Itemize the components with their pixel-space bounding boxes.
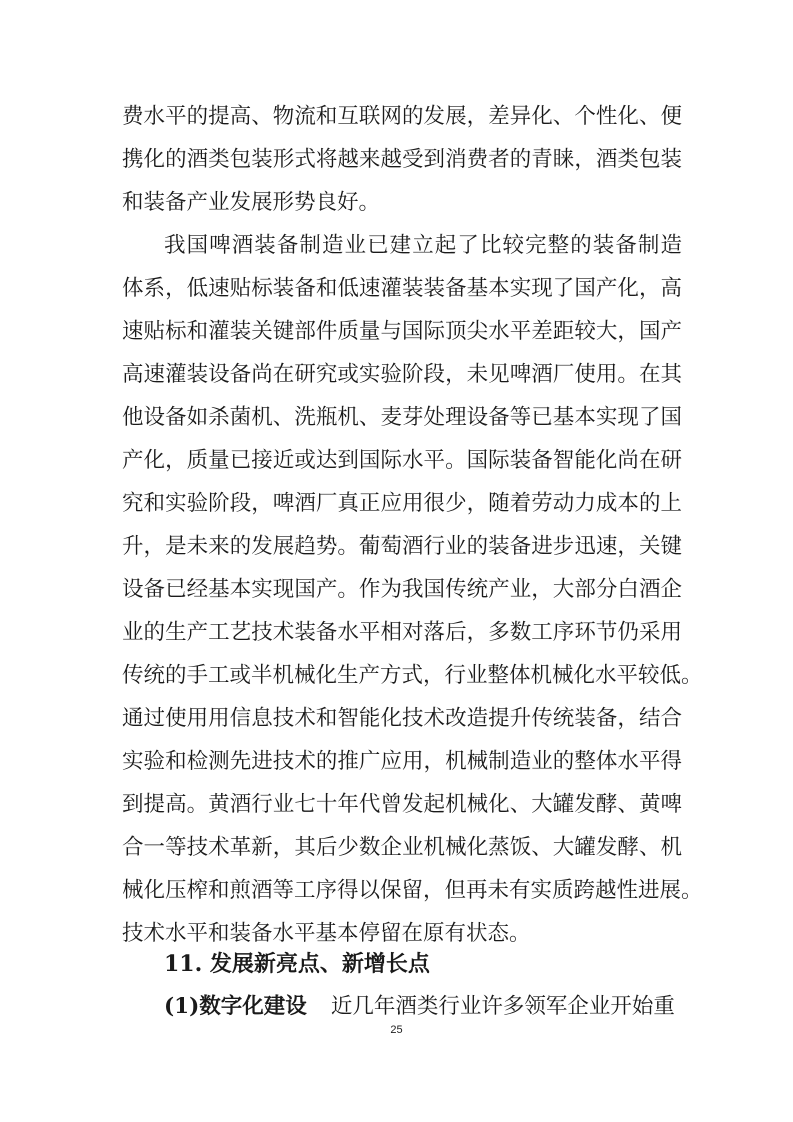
paragraph-line: 实验和检测先进技术的推广应用，机械制造业的整体水平得 xyxy=(122,749,682,774)
section-heading: 11. 发展新亮点、新增长点 xyxy=(164,951,430,977)
paragraph-line: 设备已经基本实现国产。作为我国传统产业，大部分白酒企 xyxy=(122,577,682,602)
paragraph-line: 高速灌装设备尚在研究或实验阶段，未见啤酒厂使用。在其 xyxy=(122,362,682,387)
paragraph-line: 械化压榨和煎酒等工序得以保留，但再未有实质跨越性进展。 xyxy=(122,878,703,903)
paragraph-line: 携化的酒类包装形式将越来越受到消费者的青睐，酒类包装 xyxy=(122,147,682,172)
paragraph-line: 和装备产业发展形势良好。 xyxy=(122,190,381,215)
paragraph-line: 速贴标和灌装关键部件质量与国际顶尖水平差距较大，国产 xyxy=(122,319,682,344)
paragraph-line: 技术水平和装备水平基本停留在原有状态。 xyxy=(122,921,531,946)
paragraph-line: 合一等技术革新，其后少数企业机械化蒸饭、大罐发酵、机 xyxy=(122,835,682,860)
paragraph-line: 产化，质量已接近或达到国际水平。国际装备智能化尚在研 xyxy=(122,448,682,473)
paragraph-line: 升，是未来的发展趋势。葡萄酒行业的装备进步迅速，关键 xyxy=(122,534,682,559)
page-number: 25 xyxy=(390,1024,403,1036)
paragraph-line: 通过使用用信息技术和智能化技术改造提升传统装备，结合 xyxy=(122,706,682,731)
paragraph-line: 业的生产工艺技术装备水平相对落后，多数工序环节仍采用 xyxy=(122,620,682,645)
subsection-title: (1)数字化建设 xyxy=(164,994,307,1019)
subsection-text: 近几年酒类行业许多领军企业开始重 xyxy=(330,994,675,1019)
paragraph-line: 传统的手工或半机械化生产方式，行业整体机械化水平较低。 xyxy=(122,663,703,688)
paragraph-line: 费水平的提高、物流和互联网的发展，差异化、个性化、便 xyxy=(122,104,682,129)
paragraph-line: 我国啤酒装备制造业已建立起了比较完整的装备制造 xyxy=(164,233,682,258)
paragraph-line: 体系，低速贴标装备和低速灌装装备基本实现了国产化，高 xyxy=(122,276,682,301)
paragraph-line: 他设备如杀菌机、洗瓶机、麦芽处理设备等已基本实现了国 xyxy=(122,405,682,430)
paragraph-line: 究和实验阶段，啤酒厂真正应用很少，随着劳动力成本的上 xyxy=(122,491,682,516)
paragraph-line: 到提高。黄酒行业七十年代曾发起机械化、大罐发酵、黄啤 xyxy=(122,792,682,817)
subsection-line xyxy=(164,987,682,1027)
